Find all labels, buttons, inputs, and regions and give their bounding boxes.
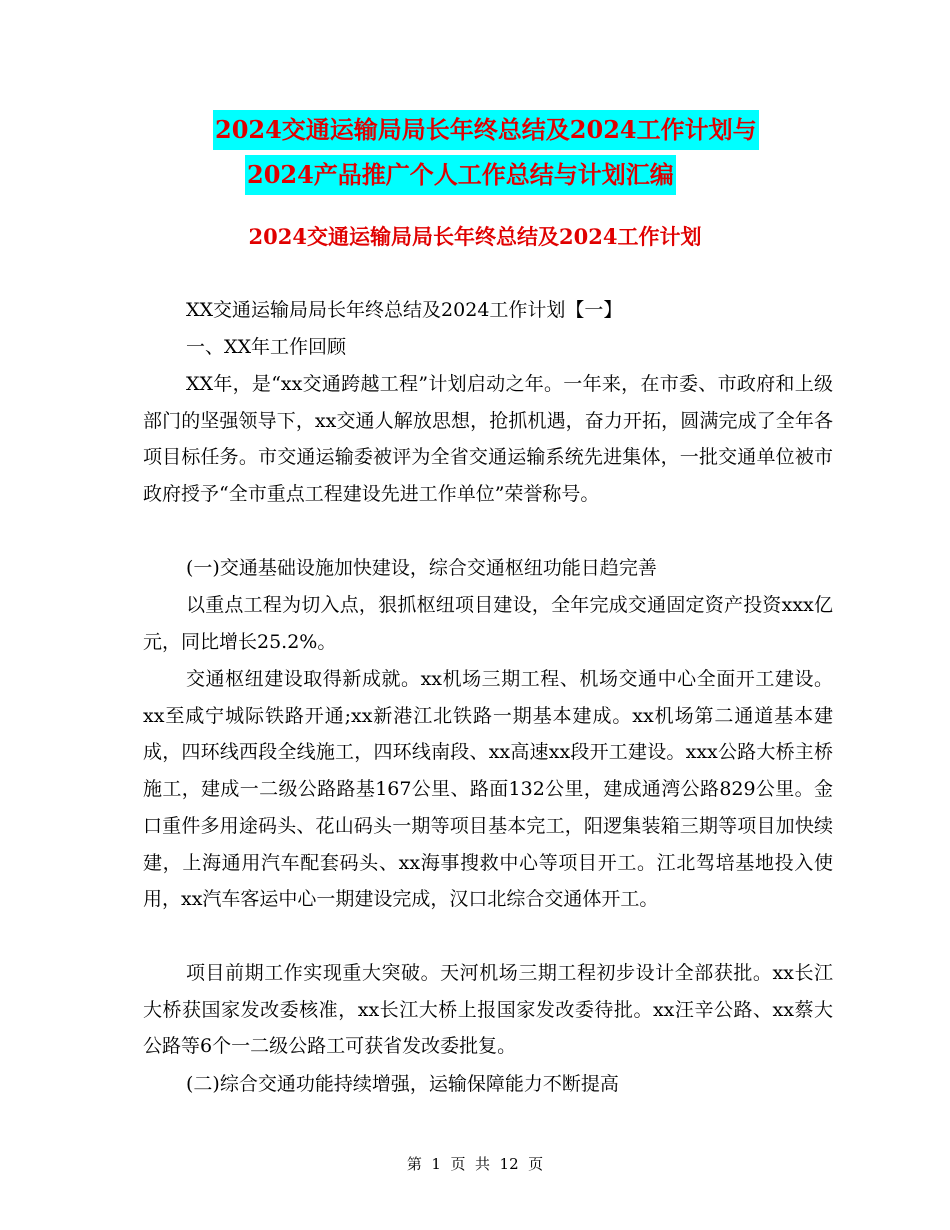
paragraph: 交通枢纽建设取得新成就。xx机场三期工程、机场交通中心全面开工建设。xx至咸宁城际铁路开通;xx新港江北铁路一期基本建成。xx机场第二通道基本建成，四环线西段全线施工，四环线南段、xx高速xx段开工建设。xxx公路大桥主桥施工，建成一二级公路路基167公里、路面132公里，建成通湾公路829公里。金口重件多用途码头、花山码头一期等项目基本完工，阳逻集装箱三期等项目加快续建，上海通用汽车配套码头、xx海事搜救中心等项目开工。江北驾培基地投入使用，xx汽车客运中心一期建设完成，汉口北综合交通体开工。 (143, 668, 833, 911)
section-title: 2024交通运输局局长年终总结及2024工作计划 (248, 224, 702, 249)
paragraph: 项目前期工作实现重大突破。天河机场三期工程初步设计全部获批。xx长江大桥获国家发改委核准，xx长江大桥上报国家发改委待批。xx汪辛公路、xx蔡大公路等6个一二级公路工可获省发改委批复。 (143, 962, 833, 1058)
document-title-line-1: 2024交通运输局局长年终总结及2024工作计划与 (213, 110, 759, 150)
page-footer: 第 1 页 共 12 页 (406, 1155, 544, 1173)
paragraph: 以重点工程为切入点，狠抓枢纽项目建设，全年完成交通固定资产投资xxx亿元，同比增长25.2%。 (143, 594, 833, 653)
paragraph: XX年，是“xx交通跨越工程”计划启动之年。一年来，在市委、市政府和上级部门的坚强领导下，xx交通人解放思想，抢抓机遇，奋力开拓，圆满完成了全年各项目标任务。市交通运输委被评为全省交通运输系统先进集体，一批交通单位被市政府授予“全市重点工程建设先进工作单位”荣誉称号。 (143, 373, 833, 506)
paragraph-heading: (二)综合交通功能持续增强，运输保障能力不断提高 (186, 1073, 619, 1095)
paragraph-heading: (一)交通基础设施加快建设，综合交通枢纽功能日趋完善 (186, 557, 657, 579)
paragraph-heading: 一、XX年工作回顾 (186, 336, 347, 358)
document-title-line-2: 2024产品推广个人工作总结与计划汇编 (245, 155, 676, 195)
paragraph-heading: XX交通运输局局长年终总结及2024工作计划【一】 (186, 299, 623, 321)
